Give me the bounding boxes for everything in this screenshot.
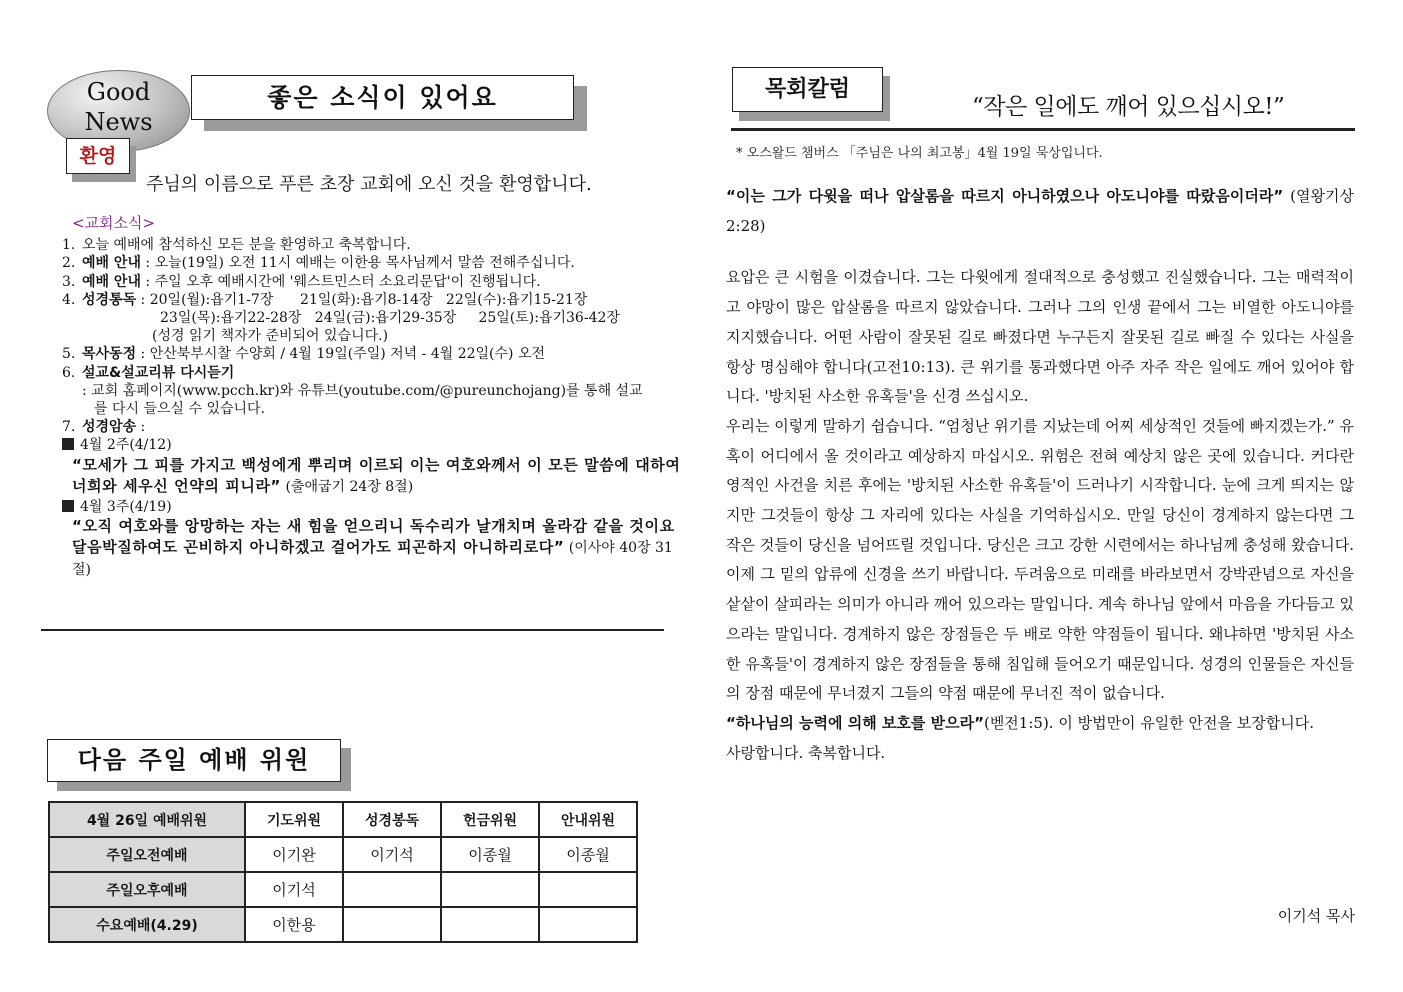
news-item-3: 3. 예배 안내 : 주일 오후 예배시간에 '웨스트민스터 소요리문답'이 진행됩니다.	[62, 273, 541, 290]
column-verse: “이는 그가 다윗을 떠나 압살롬을 따르지 아니하였으나 아도니야를 따랐음이더라” (열왕기상 2:28)	[726, 187, 1354, 235]
table-header-cell: 헌금위원	[441, 802, 539, 837]
source-note: * 오스왈드 챔버스 「주님은 나의 최고봉」4월 19일 묵상입니다.	[736, 146, 1103, 161]
section-divider	[41, 629, 664, 631]
news-item-4-cont: 23일(목):욥기22-28장 24일(금):욥기29-35장 25일(토):욥기36-42장	[160, 310, 620, 327]
good-news-title: 좋은 소식이 있어요	[191, 75, 574, 120]
news-item-1: 1. 오늘 예배에 참석하신 모든 분을 환영하고 축복합니다.	[62, 237, 411, 254]
table-cell: 이기완	[245, 837, 343, 872]
table-row	[49, 907, 637, 942]
worship-duty-table	[48, 801, 638, 943]
memory-week-1: 4월 2주(4/12)	[62, 436, 682, 454]
welcome-text: 주님의 이름으로 푸른 초장 교회에 오신 것을 환영합니다.	[146, 174, 592, 195]
badge-line-1: Good	[86, 78, 151, 106]
square-bullet-icon	[62, 500, 74, 512]
church-news	[62, 214, 682, 581]
memory-verse-1: “모세가 그 피를 가지고 백성에게 뿌리며 이르되 이는 여호와께서 이 모든 말씀에 대하여 너희와 세우신 언약의 피니라” (출애굽기 24장 8절)	[72, 455, 681, 495]
title-rule	[731, 128, 1355, 131]
news-item-6: 6. 설교&설교리뷰 다시듣기	[62, 364, 235, 381]
table-cell: 이기석	[245, 872, 343, 907]
pastoral-column-tag: 목회칼럼	[732, 67, 883, 112]
column-body	[726, 182, 1354, 768]
table-cell	[343, 907, 441, 942]
table-row	[49, 837, 637, 872]
table-cell	[539, 872, 637, 907]
news-item-5: 5. 목사동정 : 안산북부시찰 수양회 / 4월 19일(주일) 저녁 - 4월 22일(수) 오전	[62, 346, 545, 363]
table-header-cell: 안내위원	[539, 802, 637, 837]
column-paragraph-1: 요압은 큰 시험을 이겼습니다. 그는 다윗에게 절대적으로 충성했고 진실했습니다. 그는 매력적이고 야망이 많은 압살롬을 따르지 않았습니다. 그러나 그의 인생 끝에서 그는 비열한 아도니야를 지지했습니다. 어떤 사람이 잘못된 길로 빠졌다면 누구든지 잘못된 길로 빠질 수 있다는 사실을 항상 명심해야 합니다(고전10:13). 큰 위기를 통과했다면 아주 자주 작은 일에도 깨어 있어야 합니다. '방치된 사소한 유혹들'을 신경 쓰십시오.	[726, 268, 1354, 406]
column-title: “작은 일에도 깨어 있으십시오!”	[972, 94, 1285, 120]
news-item-7: 7. 성경암송 :	[62, 419, 146, 436]
table-cell: 이종월	[539, 837, 637, 872]
table-cell	[441, 907, 539, 942]
table-cell: 주일오후예배	[49, 872, 245, 907]
memory-week-2: 4월 3주(4/19)	[62, 498, 682, 516]
table-cell: 주일오전예배	[49, 837, 245, 872]
table-cell: 수요예배(4.29)	[49, 907, 245, 942]
column-paragraph-2: 우리는 이렇게 말하기 쉽습니다. “엄청난 위기를 지났는데 어찌 세상적인 것들에 빠지겠는가.” 유혹이 어디에서 올 것이라고 예상하지 마십시오. 위험은 전혀 예상치 않은 곳에 있습니다. 커다란 영적인 사건을 치른 후에는 '방치된 사소한 유혹들'이 드러나기 시작합니다. 눈에 크게 띄지는 않지만 그것들이 항상 그 자리에 있다는 사실을 기억하십시오. 만일 당신이 경계하지 않는다면 그 작은 것들이 당신을 넘어뜨릴 것입니다. 당신은 크고 강한 시련에서는 하나님께 충성해 왔습니다. 이제 그 밑의 압류에 신경을 쓰기 바랍니다. 두려움으로 미래를 바라보면서 강박관념으로 자신을 샅샅이 살피라는 의미가 아니라 깨어 있으라는 말입니다. 계속 하나님 앞에서 마음을 가다듬고 있으라는 말입니다. 경계하지 않은 장점들은 두 배로 약한 약점들이 됩니다. 왜냐하면 '방치된 사소한 유혹들'이 경계하지 않은 장점들을 통해 침입해 들어오기 때문입니다. 성경의 인물들은 자신들의 장점 때문에 무너졌지 그들의 약점 때문에 무너진 적이 없습니다.	[726, 416, 1354, 703]
church-news-heading: <교회소식>	[72, 214, 156, 232]
table-cell: 이한용	[245, 907, 343, 942]
table-cell	[441, 872, 539, 907]
table-cell: 이종월	[441, 837, 539, 872]
column-closing: 사랑합니다. 축복합니다.	[726, 743, 886, 762]
table-cell	[539, 907, 637, 942]
news-item-6-line-1: : 교회 홈페이지(www.pcch.kr)와 유튜브(youtube.com/@pureunchojang)를 통해 설교	[82, 382, 643, 399]
news-item-2: 2. 예배 안내 : 오늘(19일) 오전 11시 예배는 이한용 목사님께서 말씀 전해주십니다.	[62, 255, 575, 272]
memory-verse-2: “오직 여호와를 앙망하는 자는 새 힘을 얻으리니 독수리가 날개치며 올라감 같을 것이요 달음박질하여도 곤비하지 아니하겠고 걸어가도 피곤하지 아니하리로다” (이사야 40장 31절)	[72, 516, 675, 578]
news-item-4: 4. 성경통독 : 20일(월):욥기1-7장 21일(화):욥기8-14장 22일(수):욥기15-21장	[62, 291, 588, 308]
welcome-tag: 환영	[66, 138, 130, 174]
signature: 이기석 목사	[1277, 907, 1355, 925]
column-paragraph-3: “하나님의 능력에 의해 보호를 받으라”(벧전1:5). 이 방법만이 유일한 안전을 보장합니다.	[726, 713, 1315, 732]
square-bullet-icon	[62, 438, 74, 450]
next-week-title: 다음 주일 예배 위원	[47, 739, 341, 782]
badge-line-2: News	[84, 108, 153, 136]
news-item-6-line-2: 를 다시 들으실 수 있습니다.	[94, 401, 266, 418]
table-header-cell: 4월 26일 예배위원	[49, 802, 245, 837]
table-cell: 이기석	[343, 837, 441, 872]
news-item-4-note: (성경 읽기 책자가 준비되어 있습니다.)	[152, 328, 389, 345]
table-header-cell: 기도위원	[245, 802, 343, 837]
table-header-row	[49, 802, 637, 837]
table-cell	[343, 872, 441, 907]
table-row	[49, 872, 637, 907]
table-header-cell: 성경봉독	[343, 802, 441, 837]
